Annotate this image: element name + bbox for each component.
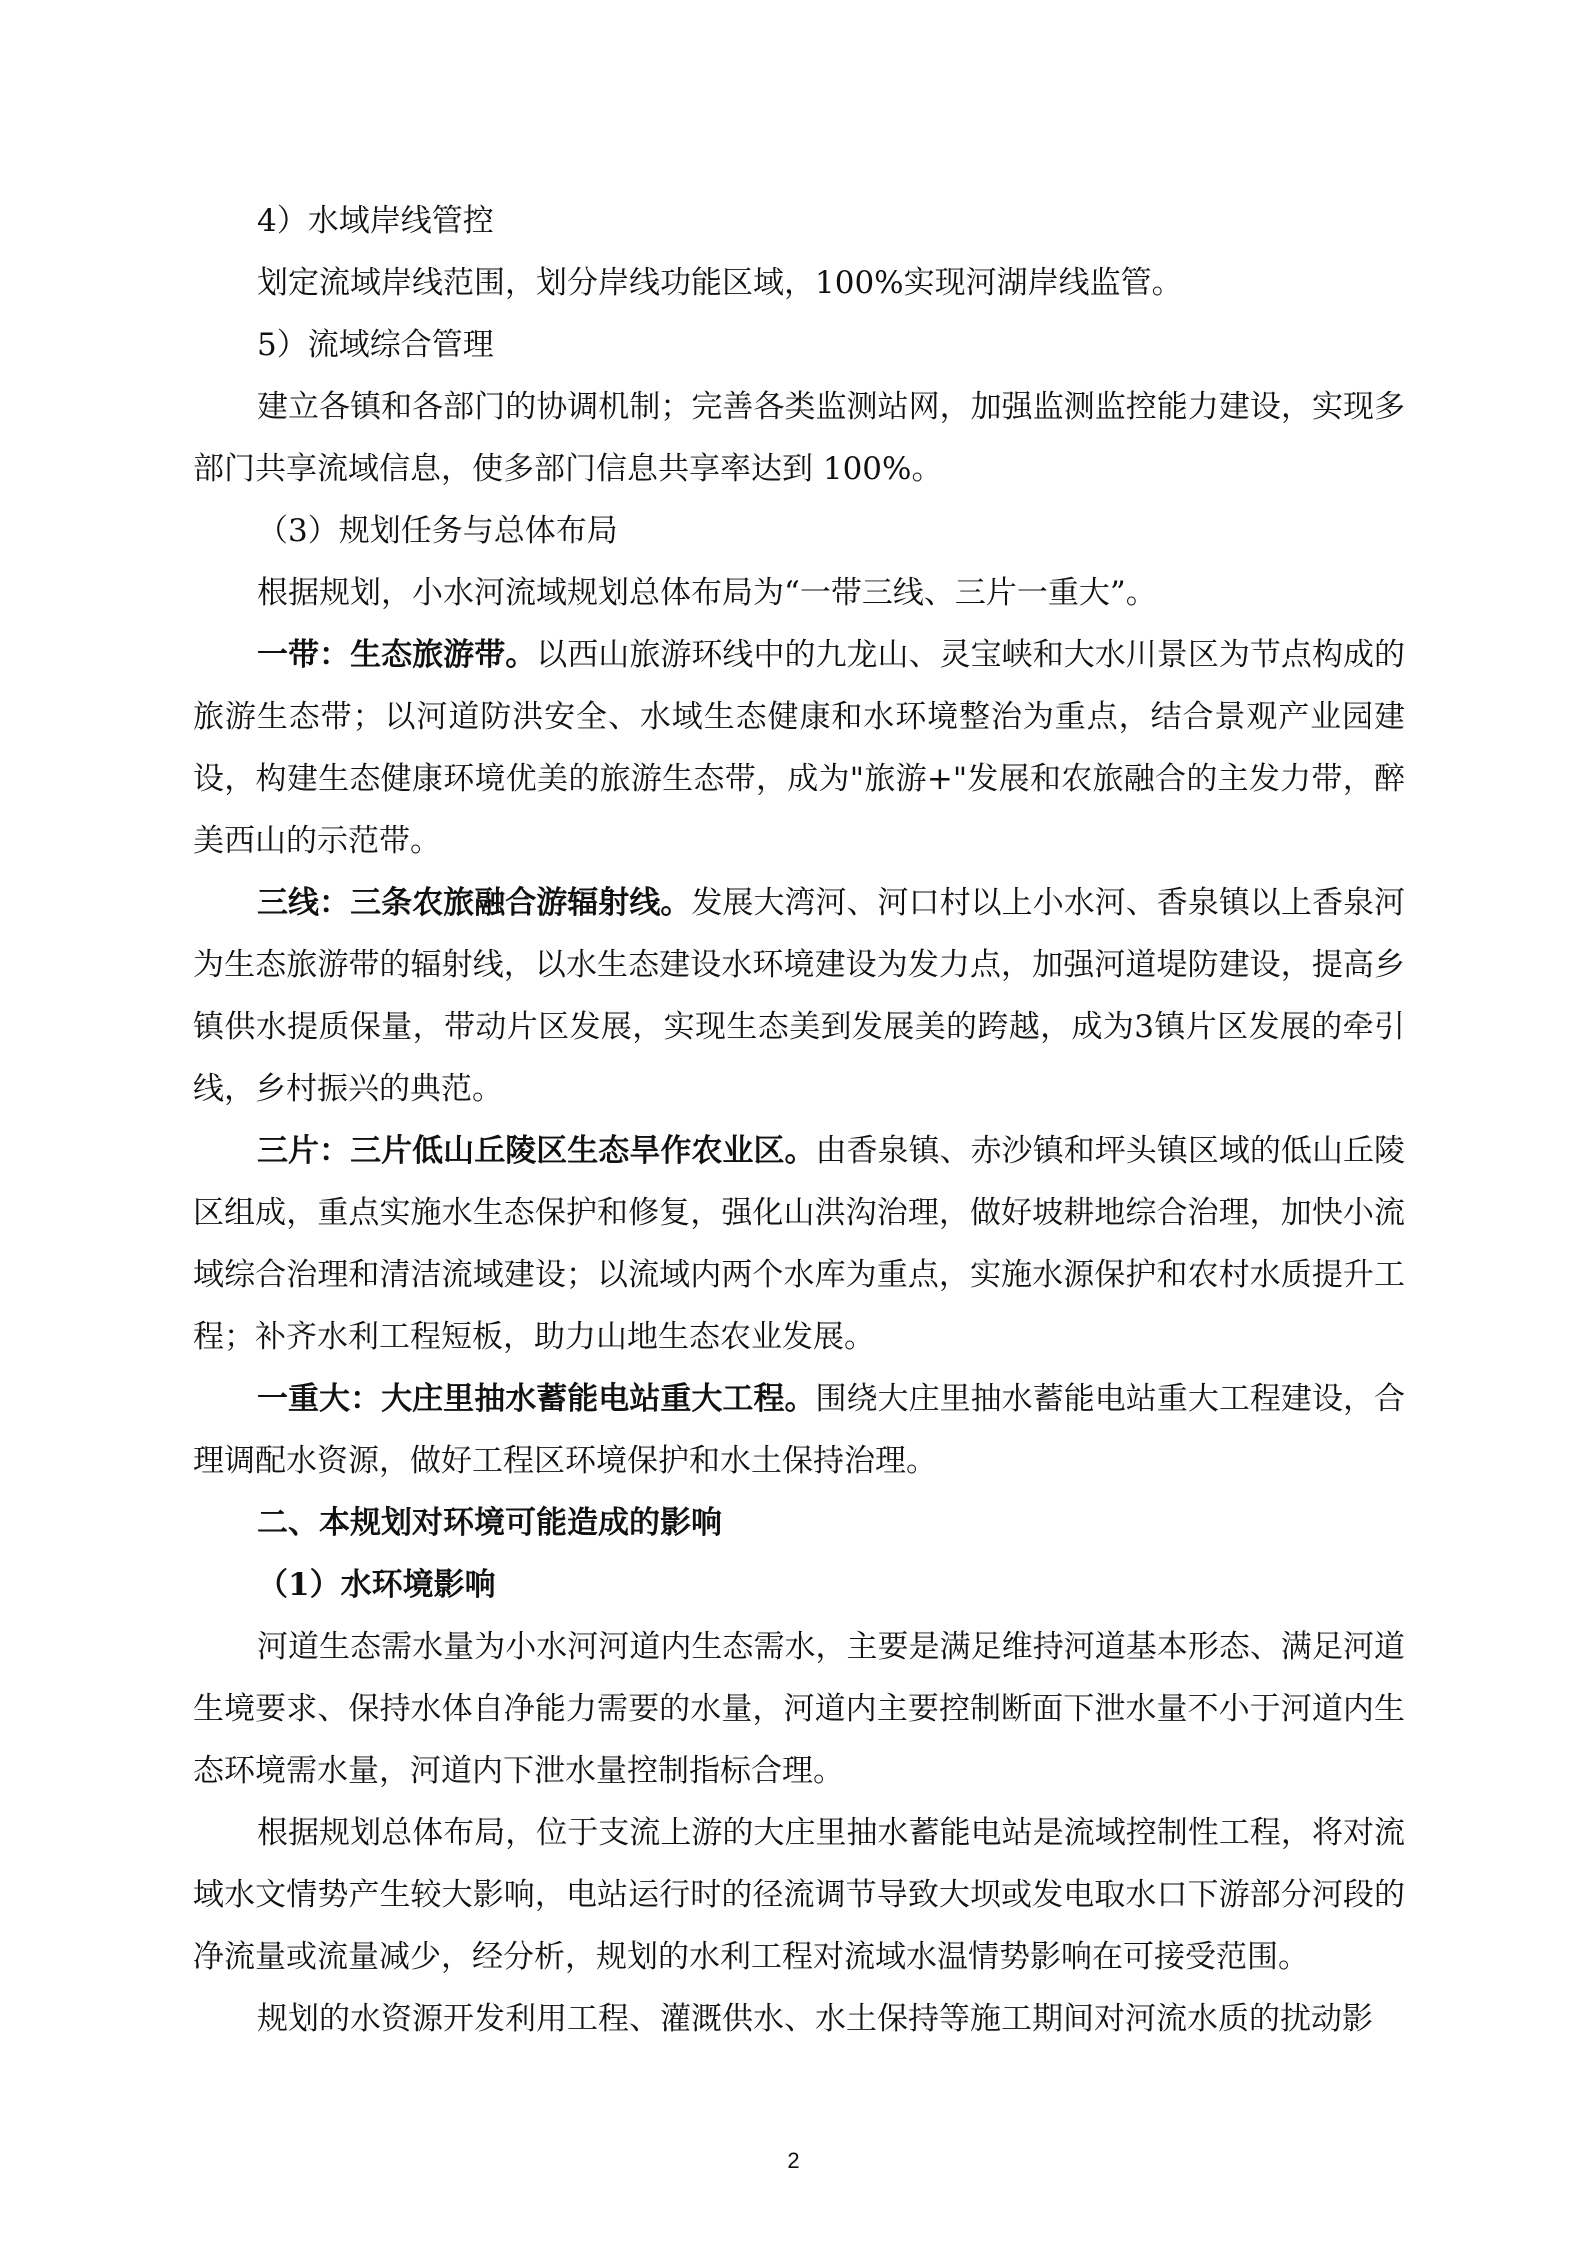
paragraph-three-areas bbox=[193, 1120, 1405, 1368]
subheading-planning-tasks: （3）规划任务与总体布局 bbox=[257, 513, 618, 549]
paragraph-construction-impact: 规划的水资源开发利用工程、灌溉供水、水土保持等施工期间对河流水质的扰动影 bbox=[257, 2001, 1373, 2037]
subheading-water-environment: （1）水环境影响 bbox=[257, 1567, 496, 1603]
paragraph-lead: 一带：生态旅游带。 bbox=[257, 637, 537, 673]
document-body bbox=[193, 190, 1405, 2050]
paragraph-body: 发展大湾河、河口村以上小水河、香泉镇以上香泉河为生态旅游带的辐射线，以水生态建设水环境建设为发力点，加强河道堤防建设，提高乡镇供水提质保量，带动片区发展，实现生态美到发展美的跨越，成为3镇片区发展的牵引线，乡村振兴的典范。 bbox=[193, 885, 1405, 1107]
subheading-basin-management: 5）流域综合管理 bbox=[257, 327, 494, 363]
paragraph-lead: 三片：三片低山丘陵区生态旱作农业区。 bbox=[257, 1133, 816, 1169]
paragraph-body: 以西山旅游环线中的九龙山、灵宝峡和大水川景区为节点构成的旅游生态带；以河道防洪安全、水域生态健康和水环境整治为重点，结合景观产业园建设，构建生态健康环境优美的旅游生态带，成为"旅游+"发展和农旅融合的主发力带，醉美西山的示范带。 bbox=[193, 637, 1405, 859]
paragraph-hydrological-impact: 根据规划总体布局，位于支流上游的大庄里抽水蓄能电站是流域控制性工程，将对流域水文情势产生较大影响，电站运行时的径流调节导致大坝或发电取水口下游部分河段的净流量或流量减少，经分析，规划的水利工程对流域水温情势影响在可接受范围。 bbox=[193, 1815, 1405, 1975]
paragraph-shoreline-control: 划定流域岸线范围，划分岸线功能区域，100%实现河湖岸线监管。 bbox=[257, 265, 1183, 301]
section-heading-environmental-impact: 二、本规划对环境可能造成的影响 bbox=[257, 1505, 722, 1541]
paragraph-lead: 三线：三条农旅融合游辐射线。 bbox=[257, 885, 692, 921]
paragraph-major-project bbox=[193, 1368, 1405, 1492]
paragraph-body: 由香泉镇、赤沙镇和坪头镇区域的低山丘陵区组成，重点实施水生态保护和修复，强化山洪沟治理，做好坡耕地综合治理，加快小流域综合治理和清洁流域建设；以流域内两个水库为重点，实施水源保护和农村水质提升工程；补齐水利工程短板，助力山地生态农业发展。 bbox=[193, 1133, 1405, 1355]
paragraph-overall-layout: 根据规划，小水河流域规划总体布局为“一带三线、三片一重大”。 bbox=[257, 575, 1157, 611]
paragraph-body: 围绕大庄里抽水蓄能电站重大工程建设，合理调配水资源，做好工程区环境保护和水土保持治理。 bbox=[193, 1381, 1405, 1479]
paragraph-three-lines bbox=[193, 872, 1405, 1120]
paragraph-one-belt bbox=[193, 624, 1405, 872]
page-number: 2 bbox=[787, 2148, 800, 2173]
paragraph-ecological-water-demand: 河道生态需水量为小水河河道内生态需水，主要是满足维持河道基本形态、满足河道生境要求、保持水体自净能力需要的水量，河道内主要控制断面下泄水量不小于河道内生态环境需水量，河道内下泄水量控制指标合理。 bbox=[193, 1629, 1405, 1789]
paragraph-basin-management: 建立各镇和各部门的协调机制；完善各类监测站网，加强监测监控能力建设，实现多部门共享流域信息，使多部门信息共享率达到 100%。 bbox=[193, 389, 1405, 487]
paragraph-lead: 一重大：大庄里抽水蓄能电站重大工程。 bbox=[257, 1381, 816, 1417]
subheading-shoreline-control: 4）水域岸线管控 bbox=[257, 203, 494, 239]
